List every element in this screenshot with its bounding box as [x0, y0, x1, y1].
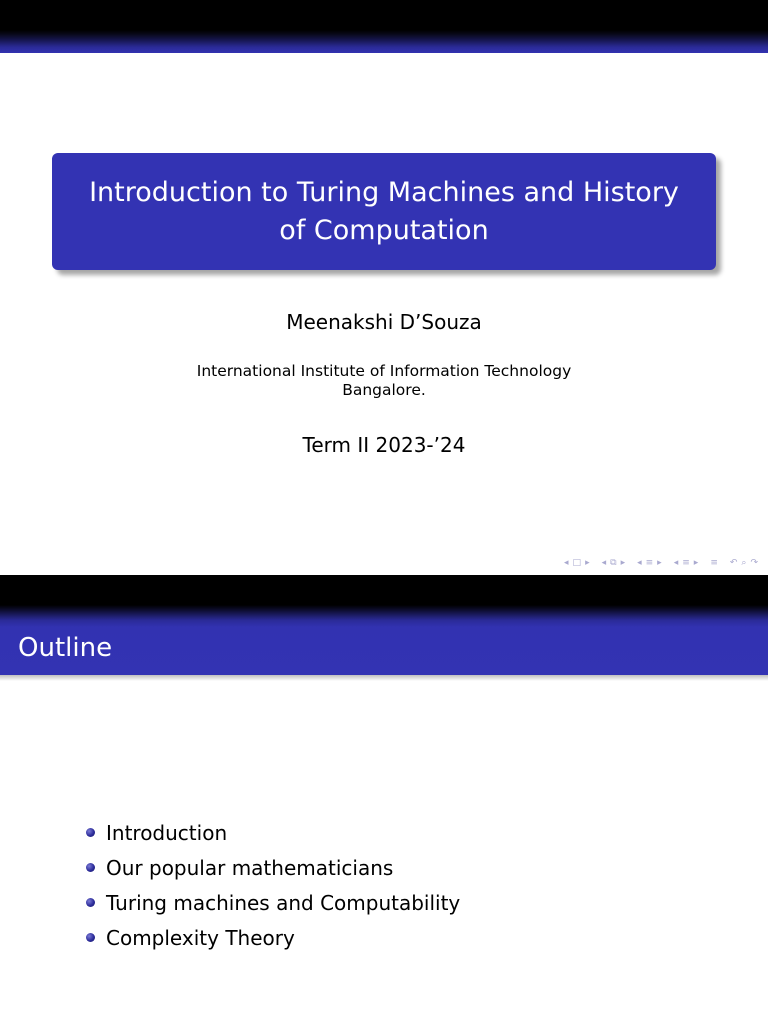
next-section-icon[interactable]: ▸: [657, 558, 662, 568]
title-box: [52, 153, 716, 270]
document-nav[interactable]: [708, 558, 720, 568]
prev-subsection-icon[interactable]: ◂: [601, 558, 607, 568]
part-nav[interactable]: [672, 558, 701, 568]
outline-slide: [0, 575, 768, 1024]
undo-icon[interactable]: ↶: [729, 558, 738, 568]
frame-title: Outline: [18, 633, 113, 663]
list-item: [86, 850, 460, 885]
frame-title-bar: [0, 575, 768, 675]
list-item: [86, 885, 460, 920]
presentation-title: Introduction to Turing Machines and History of Computation: [89, 176, 679, 246]
prev-section-icon[interactable]: ◂: [637, 558, 642, 568]
prev-part-icon[interactable]: ◂: [673, 558, 679, 568]
outline-list: [86, 815, 460, 955]
slide-header-bar: [0, 0, 768, 53]
frame-title-shadow: [0, 675, 768, 681]
outline-item-introduction: Introduction: [106, 820, 228, 845]
outline-item-complexity: Complexity Theory: [106, 925, 295, 950]
bullet-icon: [86, 863, 95, 872]
next-subsection-icon[interactable]: ▸: [620, 558, 626, 568]
prev-frame-icon[interactable]: ◂: [564, 558, 569, 568]
frame-icon[interactable]: □: [572, 558, 582, 568]
part-icon[interactable]: ≡: [682, 558, 690, 568]
next-frame-icon[interactable]: ▸: [585, 558, 590, 568]
list-item: [86, 815, 460, 850]
search-icon[interactable]: ⌕: [741, 558, 747, 568]
subsection-icon[interactable]: ⧉: [610, 558, 617, 568]
subsection-nav[interactable]: [600, 558, 628, 568]
institution-city: Bangalore.: [342, 381, 426, 399]
bullet-icon: [86, 933, 95, 942]
frame-nav[interactable]: [562, 558, 592, 568]
next-part-icon[interactable]: ▸: [693, 558, 699, 568]
term-date: Term II 2023-’24: [302, 433, 466, 457]
section-icon[interactable]: ≡: [645, 558, 654, 568]
author-name: Meenakshi D’Souza: [286, 310, 482, 334]
list-item: [86, 920, 460, 955]
search-nav[interactable]: [728, 558, 760, 568]
institution-name: International Institute of Information Technology: [196, 362, 572, 380]
beamer-navigation-bar: [554, 556, 760, 570]
outline-item-mathematicians: Our popular mathematicians: [106, 855, 394, 880]
outline-item-turing-machines: Turing machines and Computability: [106, 890, 461, 915]
document-icon[interactable]: ≡: [710, 558, 718, 568]
bullet-icon: [86, 828, 95, 837]
redo-icon[interactable]: ↷: [750, 558, 758, 568]
institution: [0, 362, 768, 400]
bullet-icon: [86, 898, 95, 907]
section-nav[interactable]: [635, 558, 664, 568]
